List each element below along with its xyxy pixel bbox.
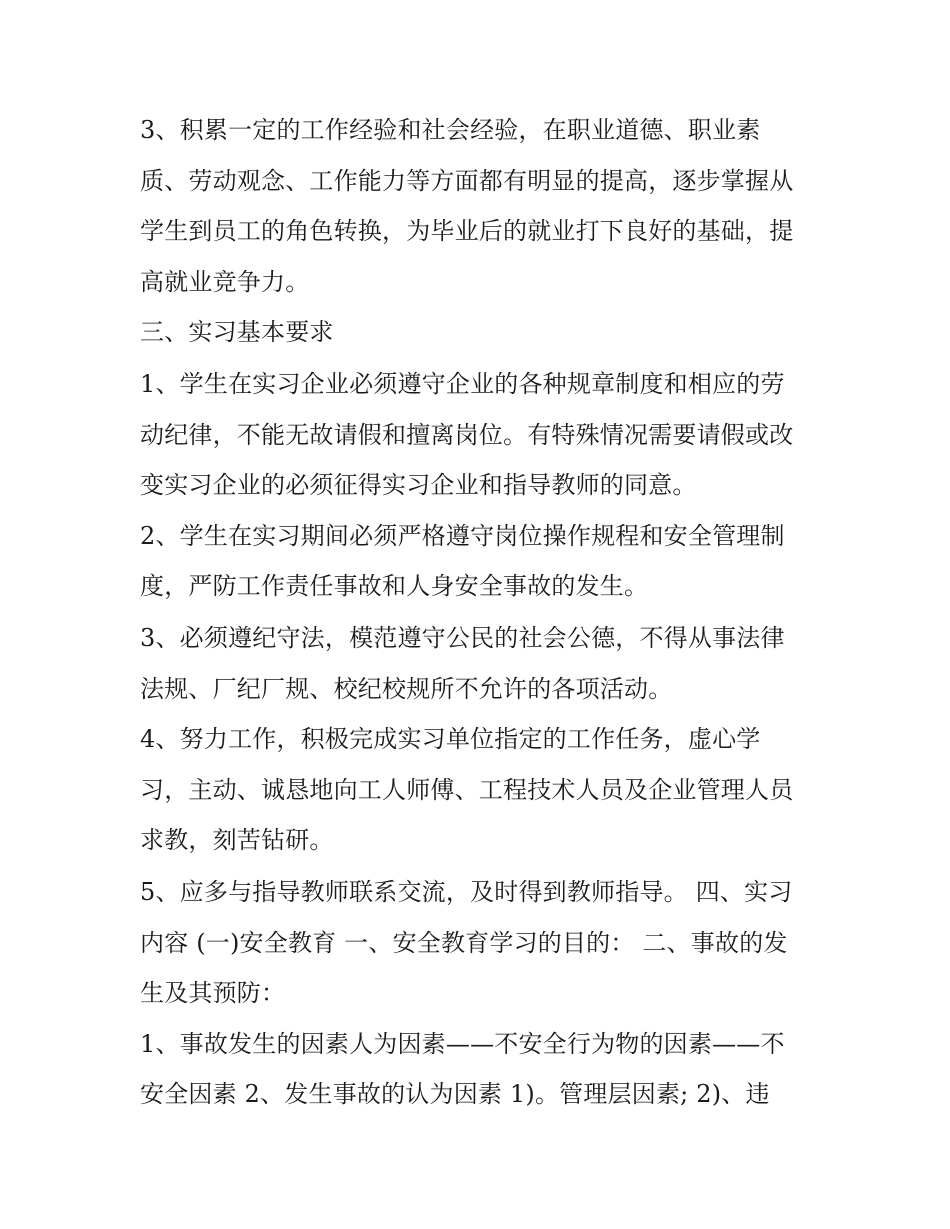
- section-heading: 三、实习基本要求: [140, 318, 334, 346]
- text-line: 内容 (一)安全教育 一、安全教育学习的目的： 二、事故的发: [140, 929, 788, 957]
- text-line: 质、劳动观念、工作能力等方面都有明显的提高，逐步掌握从: [140, 167, 794, 195]
- text-line: 求教，刻苦钻研。: [140, 826, 334, 854]
- text-line: 高就业竞争力。: [140, 268, 310, 296]
- text-line: 1、事故发生的因素人为因素——不安全行为物的因素——不: [140, 1030, 785, 1058]
- text-line: 2、学生在实习期间必须严格遵守岗位操作规程和安全管理制: [140, 522, 785, 550]
- text-line: 1、学生在实习企业必须遵守企业的各种规章制度和相应的劳: [140, 370, 785, 398]
- text-line: 生及其预防：: [140, 979, 286, 1007]
- text-line: 学生到员工的角色转换，为毕业后的就业打下良好的基础，提: [140, 217, 794, 245]
- text-line: 度，严防工作责任事故和人身安全事故的发生。: [140, 572, 649, 600]
- text-line: 法规、厂纪厂规、校纪校规所不允许的各项活动。: [140, 675, 673, 703]
- text-line: 5、应多与指导教师联系交流，及时得到教师指导。 四、实习: [140, 878, 793, 906]
- text-line: 安全因素 2、发生事故的认为因素 1)。管理层因素; 2)、违: [140, 1080, 770, 1108]
- text-line: 4、努力工作，积极完成实习单位指定的工作任务，虚心学: [140, 725, 761, 753]
- text-line: 3、必须遵纪守法，模范遵守公民的社会公德，不得从事法律: [140, 624, 785, 652]
- text-line: 变实习企业的必须征得实习企业和指导教师的同意。: [140, 471, 697, 499]
- text-line: 习，主动、诚恳地向工人师傅、工程技术人员及企业管理人员: [140, 776, 794, 804]
- text-line: 3、积累一定的工作经验和社会经验，在职业道德、职业素: [140, 116, 761, 144]
- text-line: 动纪律，不能无故请假和擅离岗位。有特殊情况需要请假或改: [140, 421, 794, 449]
